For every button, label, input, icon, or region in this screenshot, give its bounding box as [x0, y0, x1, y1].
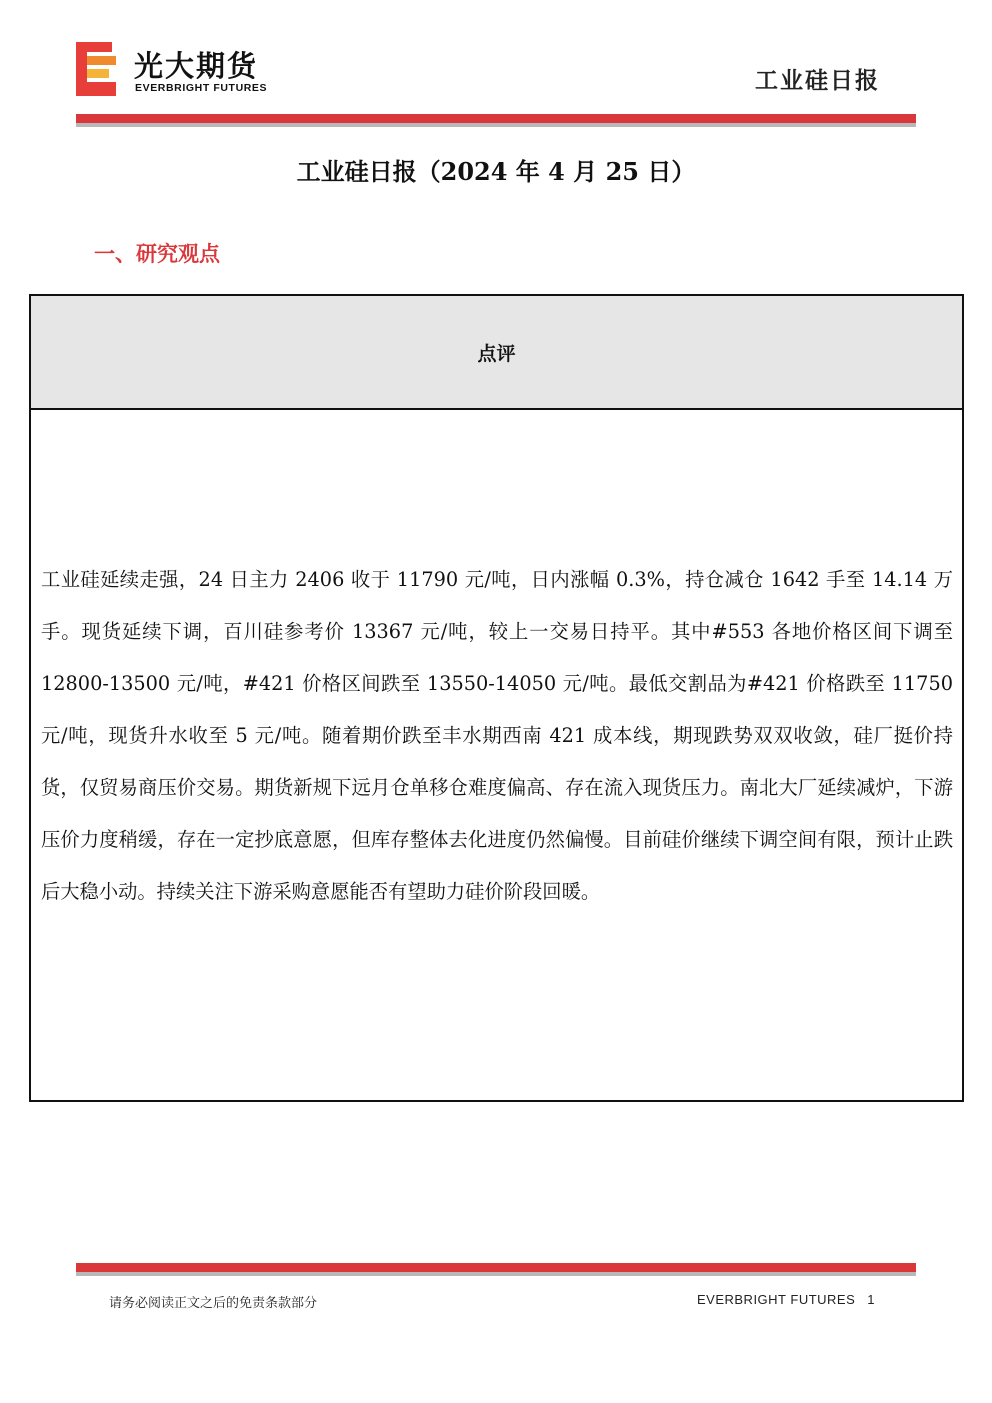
header-divider: [76, 114, 916, 127]
section-heading-research-view: 一、研究观点: [94, 241, 220, 266]
footer-brand: EVERBRIGHT FUTURES: [696, 1292, 856, 1307]
everbright-logo-icon: [76, 42, 116, 96]
report-type-title: 工业硅日报: [755, 67, 880, 94]
document-title: 工业硅日报（2024 年 4 月 25 日）: [296, 157, 696, 186]
company-logo: [76, 42, 296, 98]
footer-brand-and-page: [697, 1292, 875, 1307]
commentary-header-label: 点评: [477, 343, 516, 365]
footer-disclaimer: 请务必阅读正文之后的免责条款部分: [109, 1296, 318, 1311]
logo-chinese-name: 光大期货: [134, 49, 259, 83]
page-number: 1: [867, 1292, 875, 1307]
commentary-table-header: [31, 296, 962, 410]
commentary-table: [29, 294, 964, 1102]
logo-english-name: EVERBRIGHT FUTURES: [135, 82, 268, 94]
footer-divider: [76, 1263, 916, 1276]
commentary-body-text: 工业硅延续走强，24 日主力 2406 收于 11790 元/吨，日内涨幅 0.3%，持仓减仓 1642 手至 14.14 万手。现货延续下调，百川硅参考价 13367 元/吨，较上一交易日持平。其中#553 各地价格区间下调至 12800-13500 元/吨，#421 价格区间跌至 13550-14050 元/吨。最低交割品为#421 价格跌至 11750 元/吨，现货升水收至 5 元/吨。随着期价跌至丰水期西南 421 成本线，期现跌势双双收敛，硅厂挺价持货，仅贸易商压价交易。期货新规下远月仓单移仓难度偏高、存在流入现货压力。南北大厂延续减炉，下游压价力度稍缓，存在一定抄底意愿，但库存整体去化进度仍然偏慢。目前硅价继续下调空间有限，预计止跌后大稳小动。持续关注下游采购意愿能否有望助力硅价阶段回暖。: [41, 568, 953, 903]
